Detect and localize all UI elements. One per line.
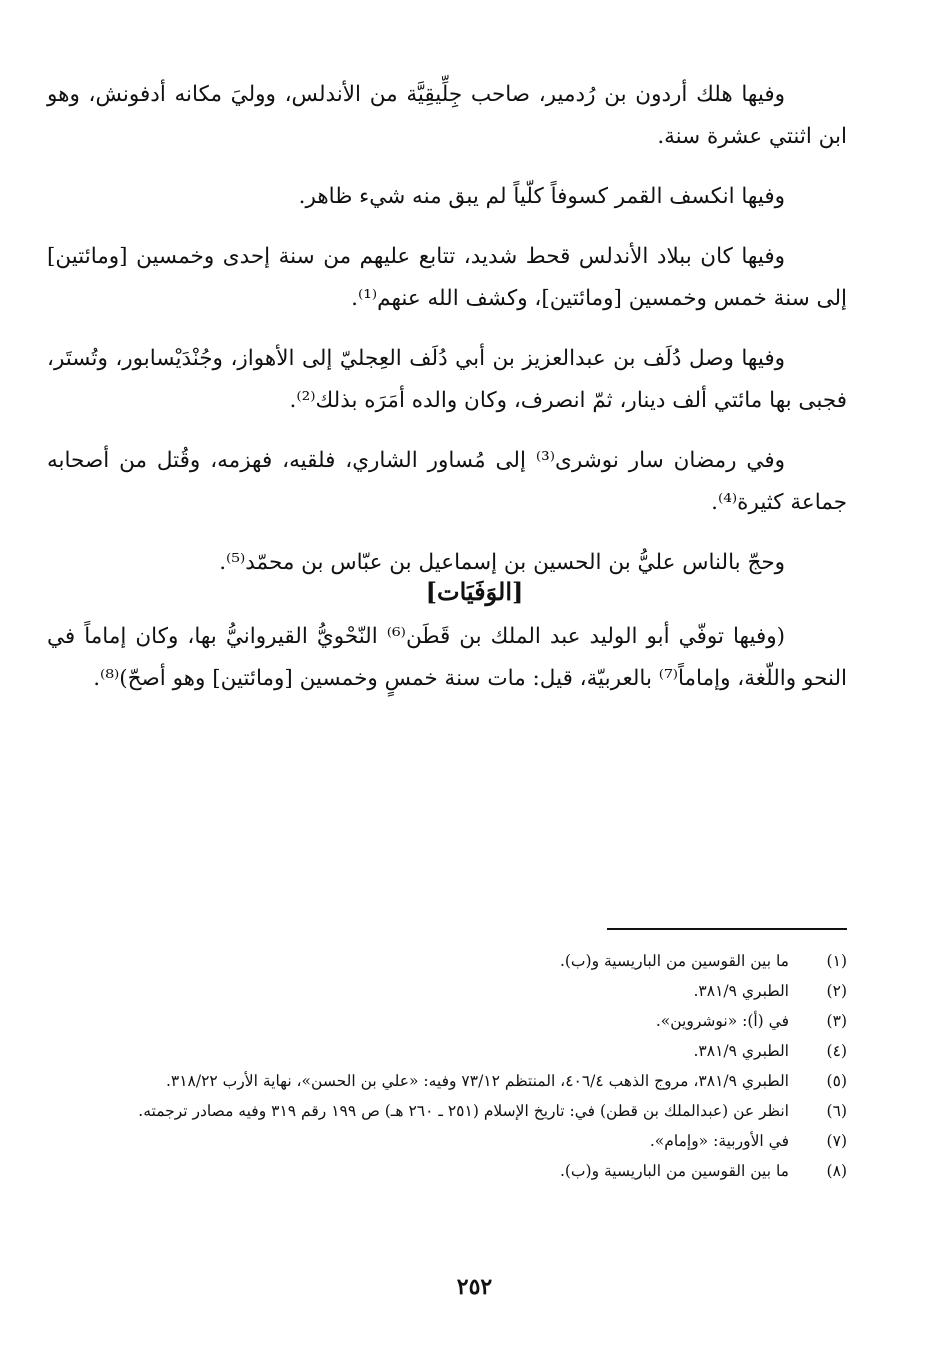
footnote	[47, 976, 847, 1006]
footnote-number: (٤)	[826, 1042, 847, 1060]
footnote-text: الطبري ٣٨١/٩.	[693, 1042, 789, 1060]
footnote	[47, 1096, 847, 1126]
footnote-number: (١)	[826, 952, 847, 970]
paragraph: وفيها كان ببلاد الأندلس قحط شديد، تتابع عليهم من سنة إحدى وخمسين [ومائتين] إلى سنة خمس وخمسين [ومائتين]، وكشف الله عنهم⁽¹⁾.	[47, 244, 847, 311]
main-text	[47, 74, 847, 602]
footnote-text: ما بين القوسين من الباريسية و(ب).	[559, 1162, 789, 1180]
footnote-number: (٧)	[826, 1132, 847, 1150]
footnote-number: (٥)	[826, 1072, 847, 1090]
footnote	[47, 946, 847, 976]
footnote-divider	[607, 928, 847, 930]
paragraph: وفي رمضان سار نوشرى⁽³⁾ إلى مُساور الشاري، فلقيه، فهزمه، وقُتل من أصحابه جماعة كثيرة⁽⁴⁾.	[47, 448, 847, 515]
page-number: ٢٥٢	[456, 1274, 493, 1300]
footnote	[47, 1036, 847, 1066]
footnote-number: (٢)	[826, 982, 847, 1000]
footnote-text: انظر عن (عبدالملك بن قطن) في: تاريخ الإسلام (٢٥١ ـ ٢٦٠ هـ) ص ١٩٩ رقم ٣١٩ وفيه مصادر ترجمته.	[138, 1102, 789, 1120]
paragraph: وفيها هلك أردون بن رُدمير، صاحب جِلِّيقِيَّة من الأندلس، ووليَ مكانه أدفونش، وهو ابن اثنتي عشرة سنة.	[47, 82, 847, 149]
paragraph: وحجّ بالناس عليُّ بن الحسين بن إسماعيل بن عبّاس بن محمّد⁽⁵⁾.	[219, 550, 785, 575]
footnote	[47, 1156, 847, 1186]
footnote	[47, 1066, 847, 1096]
footnote-text: الطبري ٣٨١/٩، مروج الذهب ٤٠٦/٤، المنتظم ٧٣/١٢ وفيه: «علي بن الحسن»، نهاية الأرب ٣١٨/٢٢.	[165, 1072, 789, 1090]
footnote-number: (٣)	[826, 1012, 847, 1030]
footnotes	[47, 946, 847, 1186]
footnote	[47, 1006, 847, 1036]
footnote-text: ما بين القوسين من الباريسية و(ب).	[559, 952, 789, 970]
section-heading: [الوَفَيَات]	[425, 577, 524, 606]
footnote-number: (٨)	[826, 1162, 847, 1180]
paragraph-obituary: (وفيها توفّي أبو الوليد عبد الملك بن قَطَن⁽⁶⁾ النّحْويُّ القيروانيُّ بها، وكان إماماً في النحو واللّغة، وإماماً⁽⁷⁾ بالعربيّة، قيل: مات سنة خمسٍ وخمسين [ومائتين] وهو أصحّ)⁽⁸⁾.	[47, 624, 847, 691]
footnote-number: (٦)	[826, 1102, 847, 1120]
footnote-text: في (أ): «نوشروين».	[655, 1012, 789, 1030]
footnote-text: في الأوربية: «وإمام».	[649, 1132, 789, 1150]
footnote-text: الطبري ٣٨١/٩.	[693, 982, 789, 1000]
paragraph: وفيها وصل دُلَف بن عبدالعزيز بن أبي دُلَف العِجليّ إلى الأهواز، وجُنْدَيْسابور، وتُستَر، فجبى بها مائتي ألف دينار، ثمّ انصرف، وكان والده أمَرَه بذلك⁽²⁾.	[47, 346, 847, 413]
footnote	[47, 1126, 847, 1156]
paragraph: وفيها انكسف القمر كسوفاً كلّياً لم يبق منه شيء ظاهر.	[298, 184, 785, 209]
